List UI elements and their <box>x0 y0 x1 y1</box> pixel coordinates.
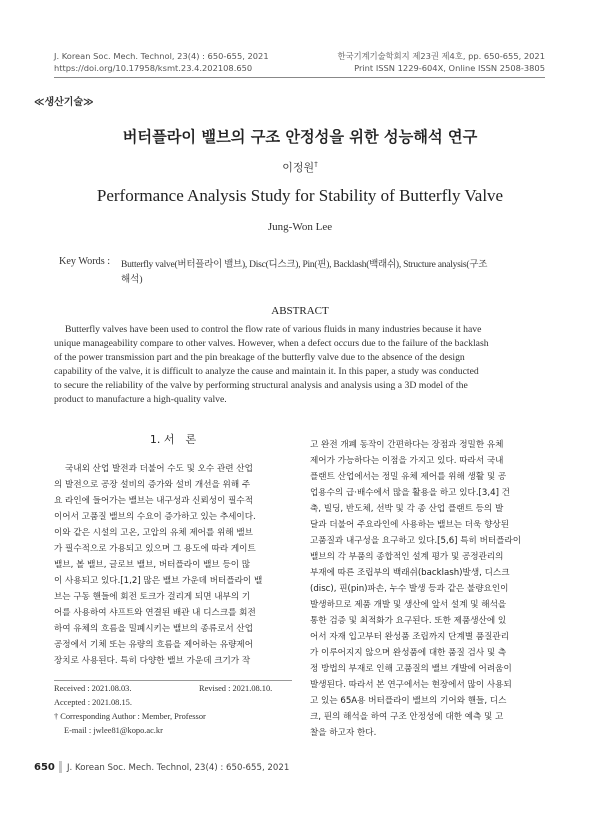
accepted-date: Accepted : 2021.08.15. <box>54 698 132 707</box>
footnote-rule <box>54 680 292 681</box>
body-line: 축, 빌딩, 반도체, 선박 및 각 종 산업 플랜트 등의 발 <box>310 504 504 514</box>
journal-citation: J. Korean Soc. Mech. Technol, 23(4) : 650-655, 2021 <box>54 51 269 61</box>
body-line: 의 발전으로 공장 설비의 증가와 설비 개선을 위해 주 <box>54 480 251 490</box>
body-line: 이 사용되고 있다.[1,2] 많은 밸브 가운데 버터플라이 밸 <box>54 576 263 586</box>
body-line: 가 필수적으로 가용되고 있으며 그 용도에 따라 게이트 <box>54 544 256 554</box>
body-line: 업용수의 급·배수에서 많을 활용을 하고 있다.[3,4] 건 <box>310 488 510 498</box>
body-line: 이와 같은 시설의 고온, 고압의 유체 제어를 위해 밸브 <box>54 528 253 538</box>
body-line: 발생하므로 제품 개발 및 생산에 앞서 설계 및 해석을 <box>310 600 507 610</box>
body-line: 공정에서 기체 또는 유량의 흐름을 제어하는 유량제어 <box>54 640 254 650</box>
body-line: 브는 구동 핸들에 회전 토크가 걸리게 되면 내부의 기 <box>54 592 251 602</box>
author-korean <box>0 159 600 175</box>
body-line: 요 라인에 들어가는 밸브는 내구성과 신뢰성이 필수적 <box>54 496 254 506</box>
body-line: 어를 사용하여 샤프트와 연결된 배관 내 디스크를 회전 <box>54 608 256 618</box>
corresponding-author: † Corresponding Author : Member, Professor <box>54 712 206 721</box>
footer-separator <box>59 761 62 773</box>
keywords-label: Key Words : <box>59 256 111 267</box>
abstract-line: Butterfly valves have been used to control the flow rate of various fluids in many industries because it have <box>65 324 482 335</box>
page-number: 650 <box>34 762 55 773</box>
received-date: Received : 2021.08.03. <box>54 684 132 693</box>
abstract-line: unique manageability compare to other valves. However, when a defect occurs due to the failure of the backlash <box>54 338 489 349</box>
body-line: 고 있는 65A용 버터플라이 밸브의 기어와 핸들, 디스 <box>310 696 507 706</box>
abstract-heading: ABSTRACT <box>271 305 329 317</box>
journal-volume-ko: 한국기계기술학회지 제23권 제4호, pp. 650-655, 2021 <box>337 51 545 61</box>
keywords-line1: Butterfly valve(버터플라이 밸브), Disc(디스크), Pin(핀), Backlash(백래쉬), Structure analysis(구조 <box>121 260 488 270</box>
body-line: 국내외 산업 발전과 더불어 수도 및 오수 관련 산업 <box>65 464 253 474</box>
abstract-line: of the power transmission part and the pin breakage of the butterfly valve due to the absence of the design <box>54 352 465 363</box>
body-line: 부재에 따른 조립부의 백래쉬(backlash)발생, 디스크 <box>310 568 510 578</box>
doi-link[interactable]: https://doi.org/10.17958/ksmt.23.4.202108.650 <box>54 63 253 73</box>
abstract-line: product to manufacture a high-quality valve. <box>54 394 227 405</box>
section1-heading: 1. 서 론 <box>149 433 197 446</box>
body-line: 가 이루어지지 않으며 완성품에 대한 품질 검사 및 측 <box>310 648 507 658</box>
abstract-line: to secure the reliability of the valve by performing structural analysis and analysis using a 3D model of the <box>54 380 468 391</box>
issn-info: Print ISSN 1229-604X, Online ISSN 2508-3805 <box>354 63 545 73</box>
body-line: 밸브의 각 부품의 종합적인 설계 평가 및 공정관리의 <box>310 552 504 562</box>
body-line: 밸브, 볼 밸브, 글로브 밸브, 버터플라이 밸브 등이 많 <box>54 560 251 570</box>
body-line: 어서 자재 입고부터 완성품 조립까지 단계별 품질관리 <box>310 632 510 642</box>
author-mark: † <box>314 160 318 169</box>
body-line: 고품질과 내구성을 요구하고 있다.[5,6] 특히 버터플라이 <box>310 536 522 546</box>
body-line: 이어서 고품질 밸브의 수요이 증가하고 있는 추세이다. <box>54 512 256 522</box>
title-korean: 버터플라이 밸브의 구조 안정성을 위한 성능해석 연구 <box>122 128 478 146</box>
header-rule <box>54 77 545 78</box>
body-line: 크, 핀의 해석을 하여 구조 안정성에 대한 예측 및 고 <box>310 712 504 722</box>
keywords-line2: 해석) <box>121 275 143 285</box>
body-line: 하여 유체의 흐름을 밀폐시키는 밸브의 종류로서 산업 <box>54 624 254 634</box>
body-line: 통한 검증 및 최적화가 요구된다. 또한 제품생산에 있 <box>310 616 507 626</box>
body-line: 고 완전 개폐 동작이 간편하다는 장점과 정밀한 유체 <box>310 440 504 450</box>
section-tag: ≪생산기술≫ <box>34 97 94 108</box>
title-english: Performance Analysis Study for Stability of Butterfly Valve <box>96 186 504 205</box>
author-email[interactable]: E-mail : jwlee81@kopo.ac.kr <box>64 726 163 735</box>
abstract-line: capability of the valve, it is difficult to analyze the cause and maintain it. In this paper, a study was conducted <box>54 366 479 377</box>
body-line: 찰을 하고자 한다. <box>310 728 377 738</box>
body-line: 제어가 가능하다는 이점을 가지고 있다. 따라서 국내 <box>310 456 504 466</box>
body-line: 정 방법의 부재로 인해 고품질의 밸브 개발에 어려움이 <box>310 664 512 674</box>
author-english: Jung-Won Lee <box>267 221 333 233</box>
revised-date: Revised : 2021.08.10. <box>199 684 273 693</box>
body-line: 플랜트 산업에서는 정밀 유체 제어를 위해 생활 및 공 <box>310 472 507 482</box>
body-line: 장치로 사용된다. 특히 다양한 밸브 가운데 크기가 작 <box>54 656 251 666</box>
body-line: 달과 더불어 주요라인에 사용하는 밸브는 더욱 향상된 <box>310 520 510 530</box>
footer-journal: J. Korean Soc. Mech. Technol, 23(4) : 650-655, 2021 <box>67 763 290 773</box>
body-line: 발생된다. 따라서 본 연구에서는 현장에서 많이 사용되 <box>310 680 512 690</box>
author-name-ko: 이정원 <box>282 161 315 174</box>
body-line: (disc), 핀(pin)파손, 누수 발생 등과 같은 불량요인이 <box>310 584 509 594</box>
